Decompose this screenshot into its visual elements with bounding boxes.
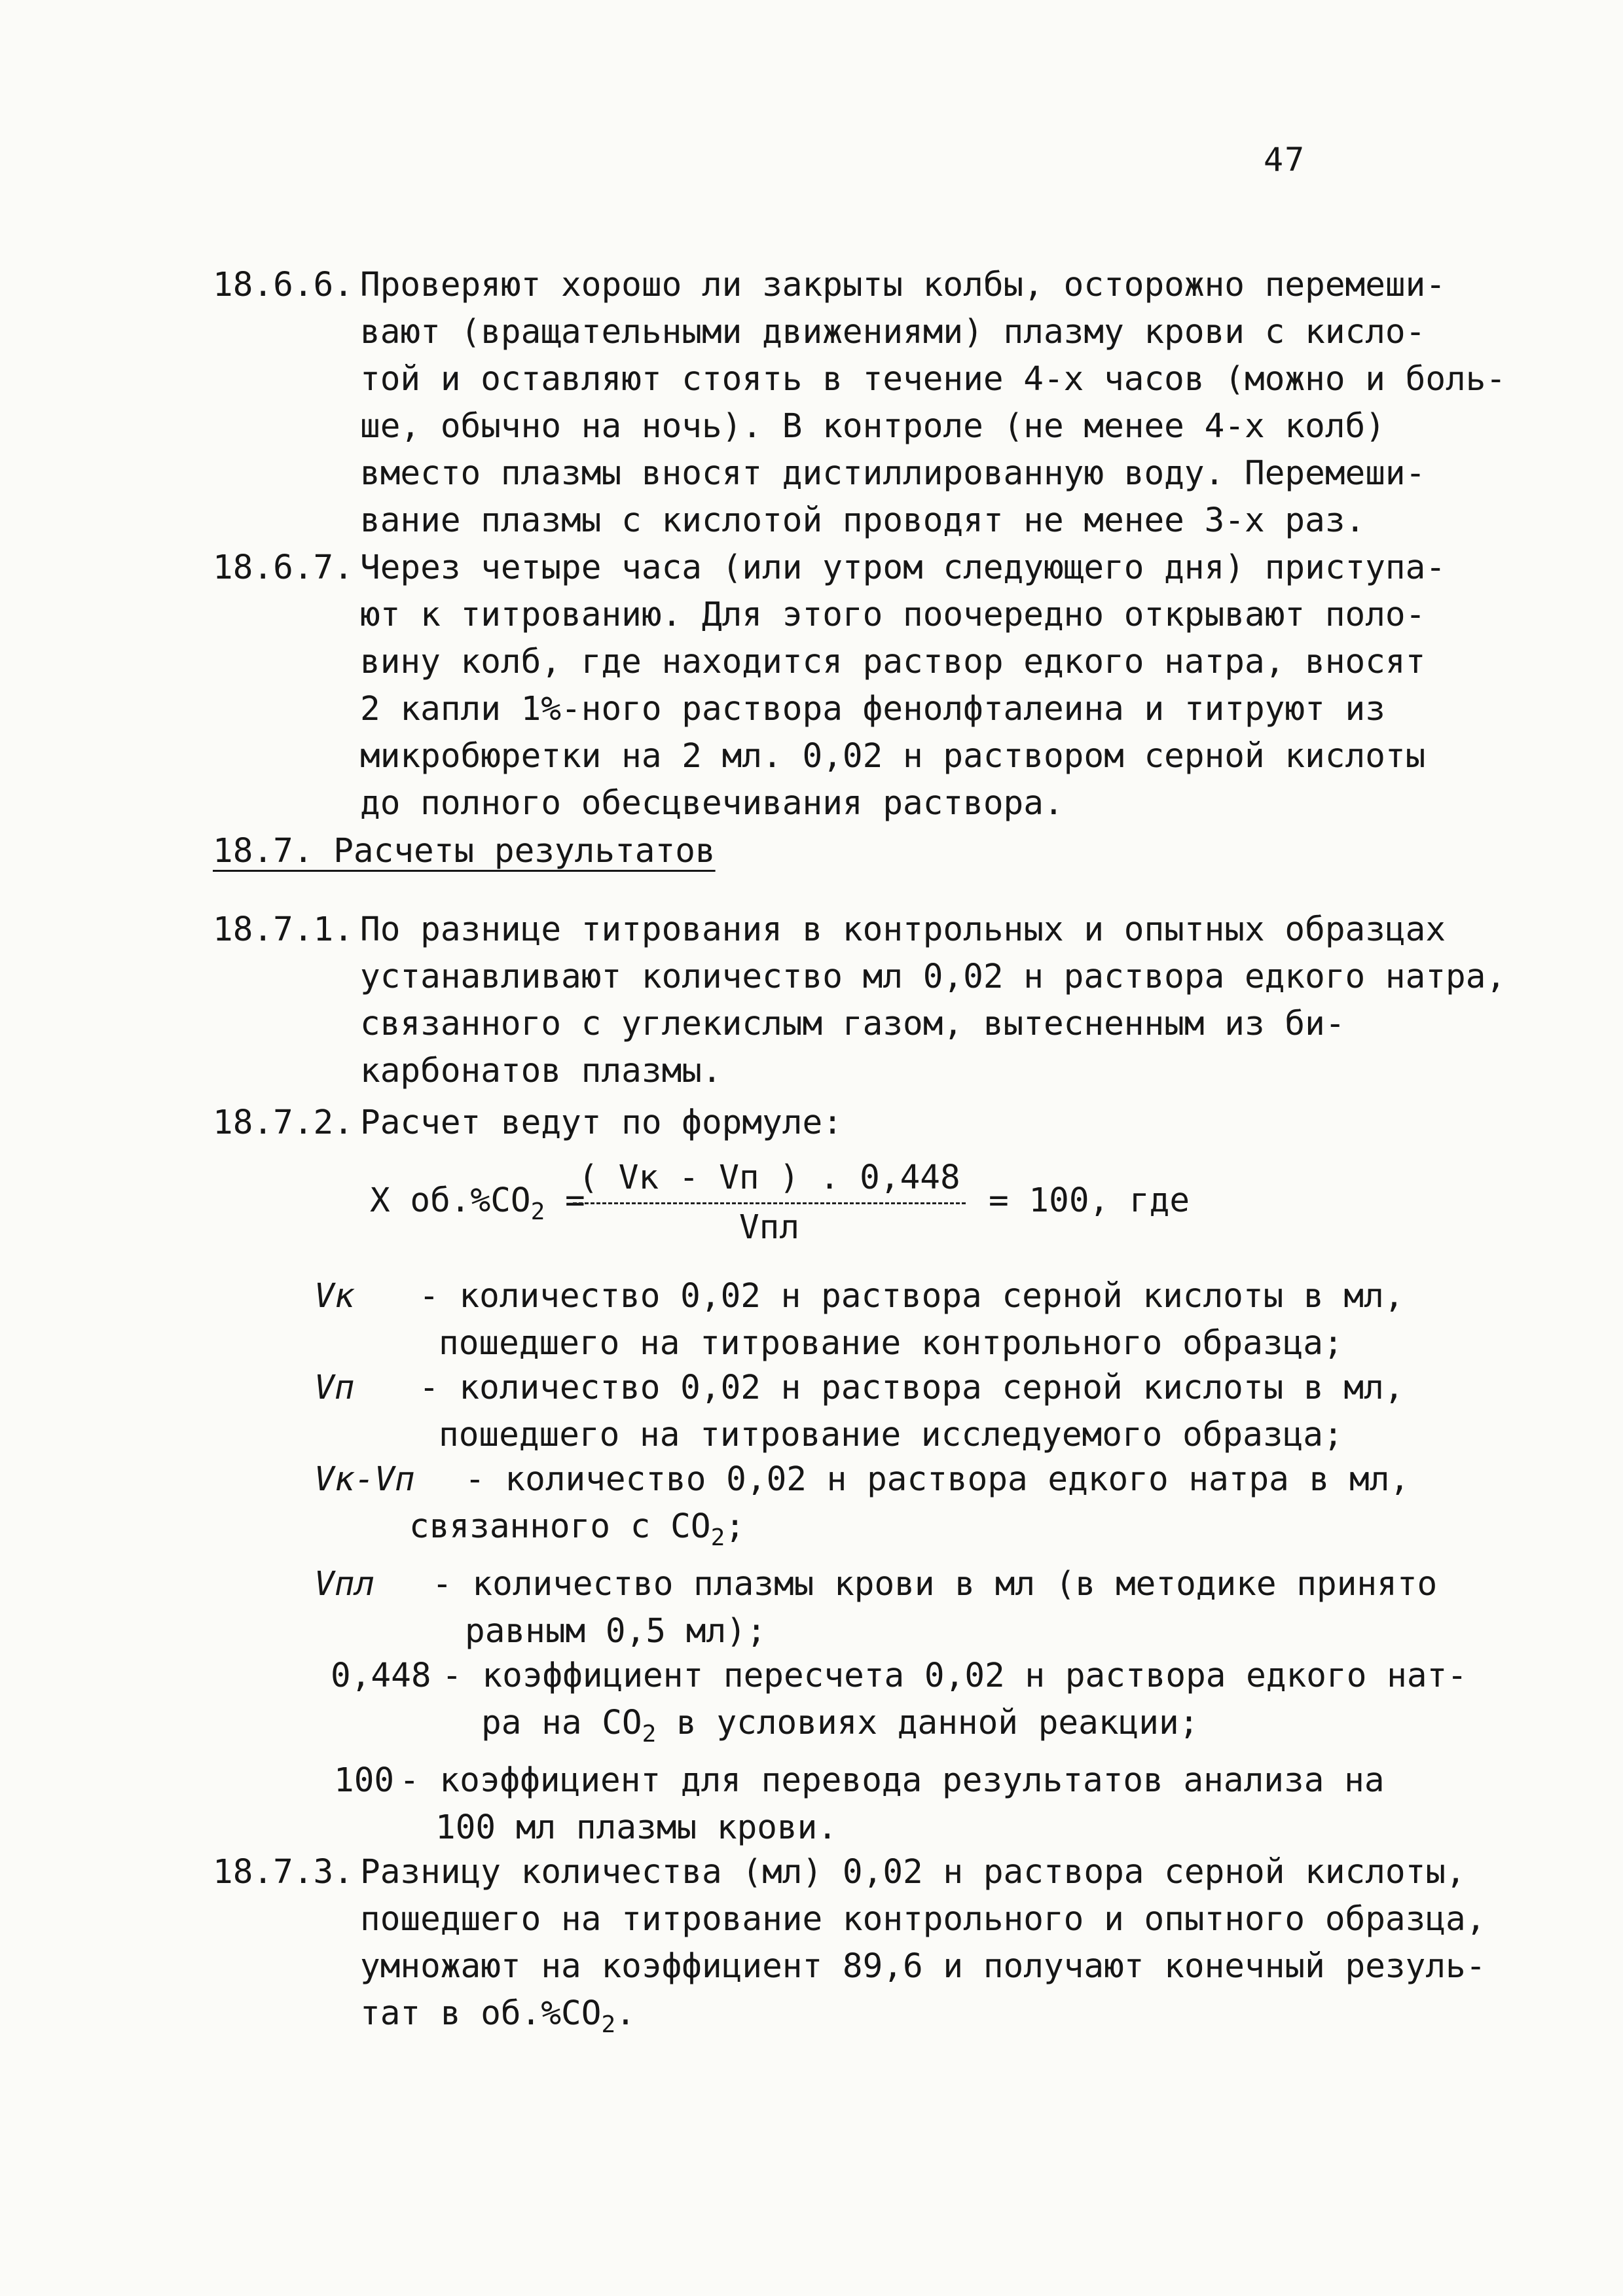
text-line: ше, обычно на ночь). В контроле (не менее 4-х колб): [360, 407, 1385, 446]
paragraph-number: 18.6.6.: [213, 266, 354, 304]
text-line: Разницу количества (мл) 0,02 н раствора серной кислоты,: [360, 1853, 1466, 1892]
formula-lhs: X $об.\%CO_2$ =: [370, 1181, 585, 1225]
paragraph-number: 18.6.7.: [213, 548, 354, 587]
text-line: вместо плазмы вносят дистиллированную воду. Перемеши-: [360, 454, 1426, 493]
text-line: По разнице титрования в контрольных и опытных образцах: [360, 910, 1446, 949]
paragraph-body: [360, 906, 1535, 1095]
formula-fraction: [573, 1158, 966, 1247]
paragraph-18-6-7: [213, 545, 1535, 833]
text-line: той и оставляют стоять в течение 4-х часов (можно и боль-: [360, 360, 1506, 399]
text-line: 2 капли 1%-ного раствора фенолфталеина и титруют из: [360, 690, 1385, 728]
formula-denominator: Vпл: [739, 1208, 800, 1247]
paragraph-body: [360, 1100, 1535, 1147]
definition-text: - количество 0,02 н раствора серной кислоты в мл, пошедшего на титрование исследуемого образца;: [419, 1369, 1404, 1454]
formula-rhs: = 100, где: [989, 1181, 1190, 1220]
text-line: карбонатов плазмы.: [360, 1052, 722, 1090]
paragraph-18-7-1: [213, 906, 1535, 1103]
paragraph-body: [360, 262, 1535, 545]
text-line: вание плазмы с кислотой проводят не менее 3-х раз.: [360, 501, 1366, 540]
definition-symbol: Vк: [314, 1277, 355, 1316]
definition-text: - количество 0,02 н раствора серной кислоты в мл, пошедшего на титрование контрольного образца;: [419, 1277, 1404, 1363]
page-number: 47: [1264, 141, 1306, 179]
paragraph-number: 18.7.3.: [213, 1853, 354, 1892]
text-line: тат в $об.\%CO_2$.: [360, 1994, 636, 2038]
text-line: связанного с углекислым газом, вытесненным из би-: [360, 1005, 1345, 1043]
definition-symbol: Vп: [314, 1369, 355, 1407]
text-line: до полного обесцвечивания раствора.: [360, 784, 1064, 823]
definition-text: - коэффициент для перевода результатов анализа на 100 мл плазмы крови.: [399, 1761, 1385, 1847]
text-line: ют к титрованию. Для этого поочередно открывают поло-: [360, 596, 1426, 634]
definition-symbol: Vпл: [314, 1565, 375, 1604]
text-line: Расчет ведут по формуле:: [360, 1103, 843, 1142]
paragraph-number: 18.7.2.: [213, 1103, 354, 1142]
section-heading: 18.7. Расчеты результатов: [213, 832, 716, 870]
text-line: Через четыре часа (или утром следующего дня) приступа-: [360, 548, 1446, 587]
paragraph-number: 18.7.1.: [213, 910, 354, 949]
definition-text: - коэффициент пересчета 0,02 н раствора едкого нат- ра на $CO_2$ в условиях данной реакции;: [442, 1657, 1467, 1748]
text-line: Проверяют хорошо ли закрыты колбы, осторожно перемеши-: [360, 266, 1446, 304]
text-line: умножают на коэффициент 89,6 и получают конечный резуль-: [360, 1947, 1486, 1986]
paragraph-body: [360, 545, 1535, 827]
definition-text: - количество 0,02 н раствора едкого натра в мл, связанного с $CO_2$;: [409, 1460, 1410, 1551]
text-line: вают (вращательными движениями) плазму крови с кисло-: [360, 313, 1426, 351]
paragraph-body: [360, 1849, 1535, 2049]
text-line: вину колб, где находится раствор едкого натра, вносят: [360, 643, 1426, 681]
paragraph-18-7-2: [213, 1100, 1535, 1152]
text-line: устанавливают количество мл 0,02 н раствора едкого натра,: [360, 958, 1506, 996]
text-line: микробюретки на 2 мл. 0,02 н раствором серной кислоты: [360, 737, 1426, 776]
formula: [370, 1158, 1417, 1263]
formula-numerator: ( Vк - Vп ) . 0,448: [573, 1158, 966, 1204]
definition-symbol: 0,448: [331, 1657, 431, 1695]
paragraph-18-6-6: [213, 262, 1535, 550]
definition-symbol: 100: [334, 1761, 395, 1800]
text-line: пошедшего на титрование контрольного и опытного образца,: [360, 1900, 1486, 1939]
paragraph-18-7-3: [213, 1849, 1535, 2072]
definition-symbol: Vк-Vп: [314, 1460, 415, 1499]
definition-text: - количество плазмы крови в мл (в методике принято равным 0,5 мл);: [432, 1565, 1438, 1651]
